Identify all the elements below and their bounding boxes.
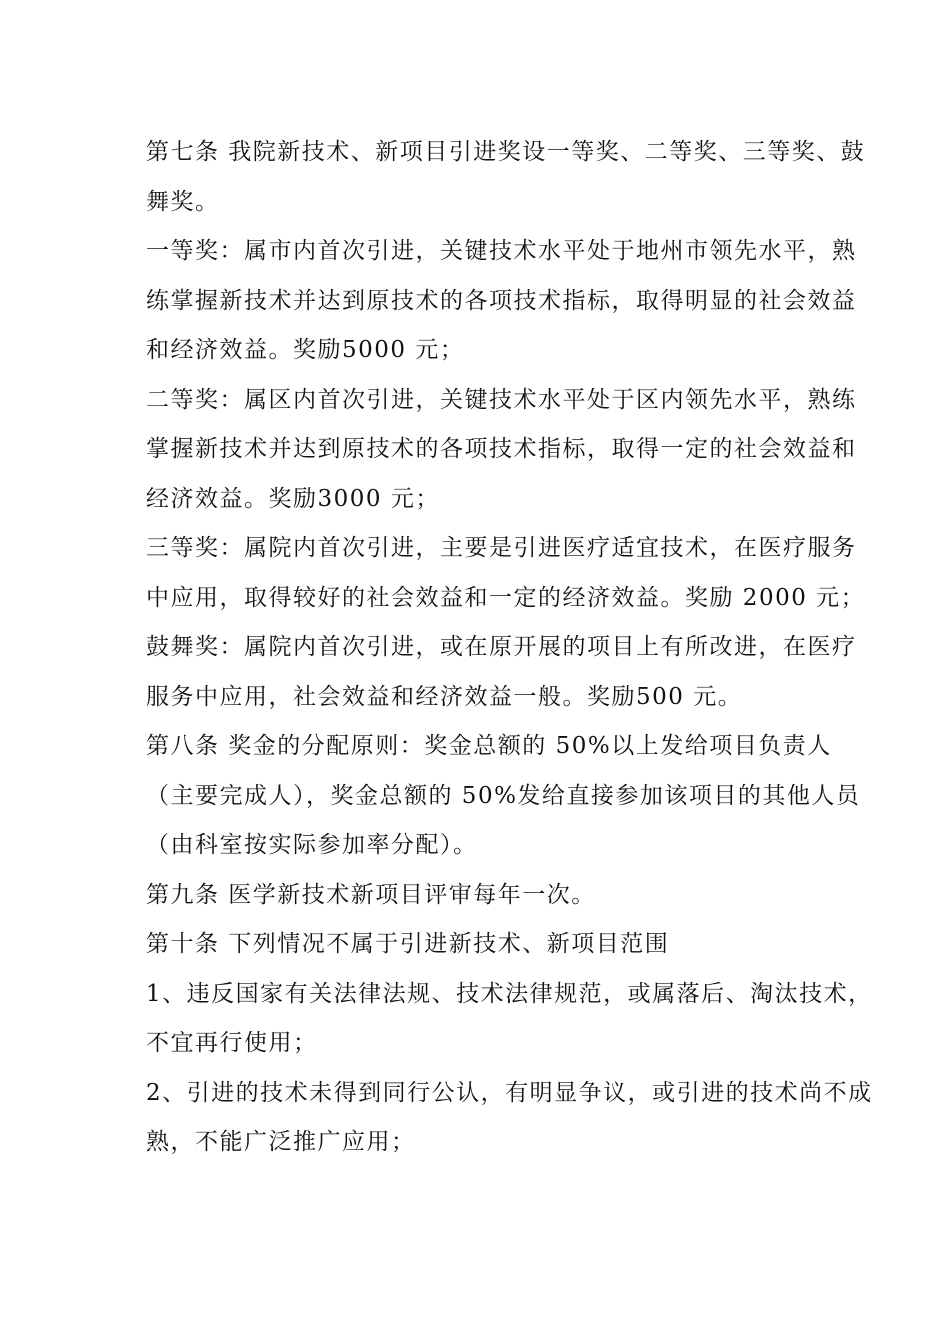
list-item-2: 2、引进的技术未得到同行公认，有明显争议，或引进的技术尚不成熟，不能广泛推广应用；: [146, 1079, 873, 1155]
paragraph-second-prize: 二等奖：属区内首次引进，关键技术水平处于区内领先水平，熟练掌握新技术并达到原技术的各项技术指标，取得一定的社会效益和经济效益。奖励3000 元；: [146, 386, 857, 512]
paragraph-article-8: 第八条 奖金的分配原则：奖金总额的 50%以上发给项目负责人（主要完成人），奖金总额的 50%发给直接参加该项目的其他人员（由科室按实际参加率分配）。: [146, 733, 861, 858]
list-item-1: 1、违反国家有关法律法规、技术法律规范，或属落后、淘汰技术，不宜再行使用；: [146, 980, 873, 1056]
paragraph-article-7: 第七条 我院新技术、新项目引进奖设一等奖、二等奖、三等奖、鼓舞奖。: [146, 139, 866, 215]
paragraph-article-9: 第九条 医学新技术新项目评审每年一次。: [146, 881, 596, 908]
paragraph-encouragement-prize: 鼓舞奖：属院内首次引进，或在原开展的项目上有所改进，在医疗服务中应用，社会效益和经济效益一般。奖励500 元。: [146, 634, 857, 710]
document-body: [146, 128, 876, 1168]
paragraph-article-10: 第十条 下列情况不属于引进新技术、新项目范围: [146, 931, 670, 957]
paragraph-first-prize: 一等奖：属市内首次引进，关键技术水平处于地州市领先水平，熟练掌握新技术并达到原技术的各项技术指标，取得明显的社会效益和经济效益。奖励5000 元；: [146, 238, 857, 363]
paragraph-third-prize: 三等奖：属院内首次引进，主要是引进医疗适宜技术，在医疗服务中应用，取得较好的社会效益和一定的经济效益。奖励 2000 元；: [146, 535, 866, 611]
